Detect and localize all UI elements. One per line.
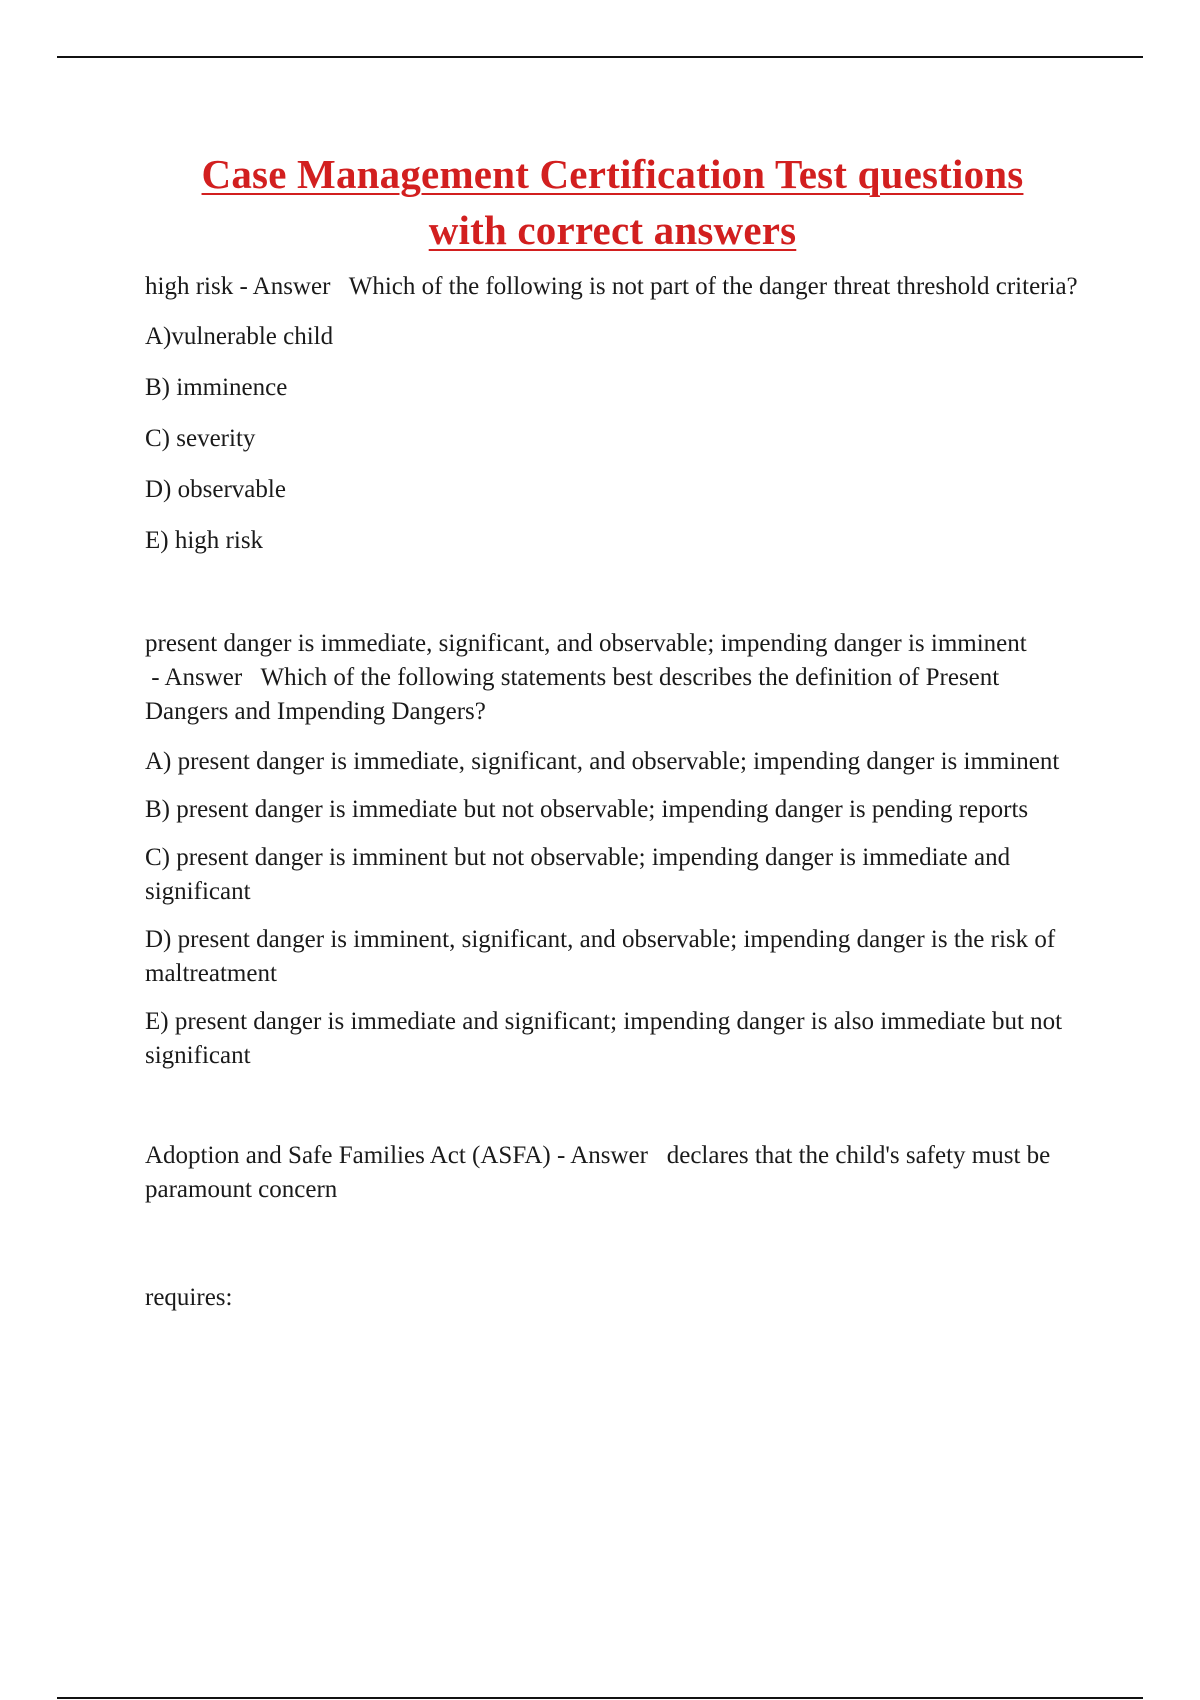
title-line-2: with correct answers (428, 207, 797, 253)
question-block-3 (145, 1139, 1080, 1207)
question-1-text (145, 270, 1080, 304)
question-2-text (145, 627, 1080, 729)
question-block-1 (145, 270, 1080, 558)
spacer (145, 575, 1080, 627)
option-item: A) present danger is immediate, significant, and observable; impending danger is imminent (145, 748, 1060, 775)
question-3-text (145, 1139, 1080, 1207)
question-2-answer: present danger is immediate, significant, and observable; impending danger is imminent (145, 630, 1027, 657)
option-item: E) high risk (145, 527, 264, 554)
option-item: B) imminence (145, 374, 288, 401)
question-3-answer: Adoption and Safe Families Act (ASFA) (145, 1142, 551, 1169)
question-1-answer: high risk (145, 273, 234, 300)
trailing-text: requires: (145, 1284, 233, 1311)
answer-separator: - Answer (233, 273, 349, 300)
option-item: D) observable (145, 476, 286, 503)
option-item: B) present danger is immediate but not observable; impending danger is pending reports (145, 796, 1029, 823)
question-1-prompt: Which of the following is not part of the danger threat threshold criteria? (348, 273, 1078, 300)
question-2-prompt: Which of the following statements best describes the definition of Present Dangers and Impending Dangers? (145, 664, 1000, 725)
top-rule (57, 56, 1143, 58)
option-item: D) present danger is imminent, significant, and observable; impending danger is the risk of maltreatment (145, 926, 1056, 987)
spacer (145, 1087, 1080, 1139)
answer-separator: - Answer (550, 1142, 667, 1169)
answer-separator: - Answer (145, 664, 261, 691)
option-item: C) present danger is imminent but not observable; impending danger is immediate and significant (145, 844, 1011, 905)
option-item: E) present danger is immediate and significant; impending danger is also immediate but not significant (145, 1008, 1063, 1069)
bottom-rule (57, 1697, 1143, 1699)
spacer (145, 1223, 1080, 1281)
document-body (145, 140, 1080, 1315)
question-block-2 (145, 627, 1080, 1073)
question-3-prompt: declares that the child's safety must be paramount concern (145, 1142, 1051, 1203)
title-line-1: Case Management Certification Test questions (201, 151, 1024, 197)
document-title (145, 146, 1080, 258)
option-item: C) severity (145, 425, 256, 452)
option-item: A)vulnerable child (145, 323, 334, 350)
